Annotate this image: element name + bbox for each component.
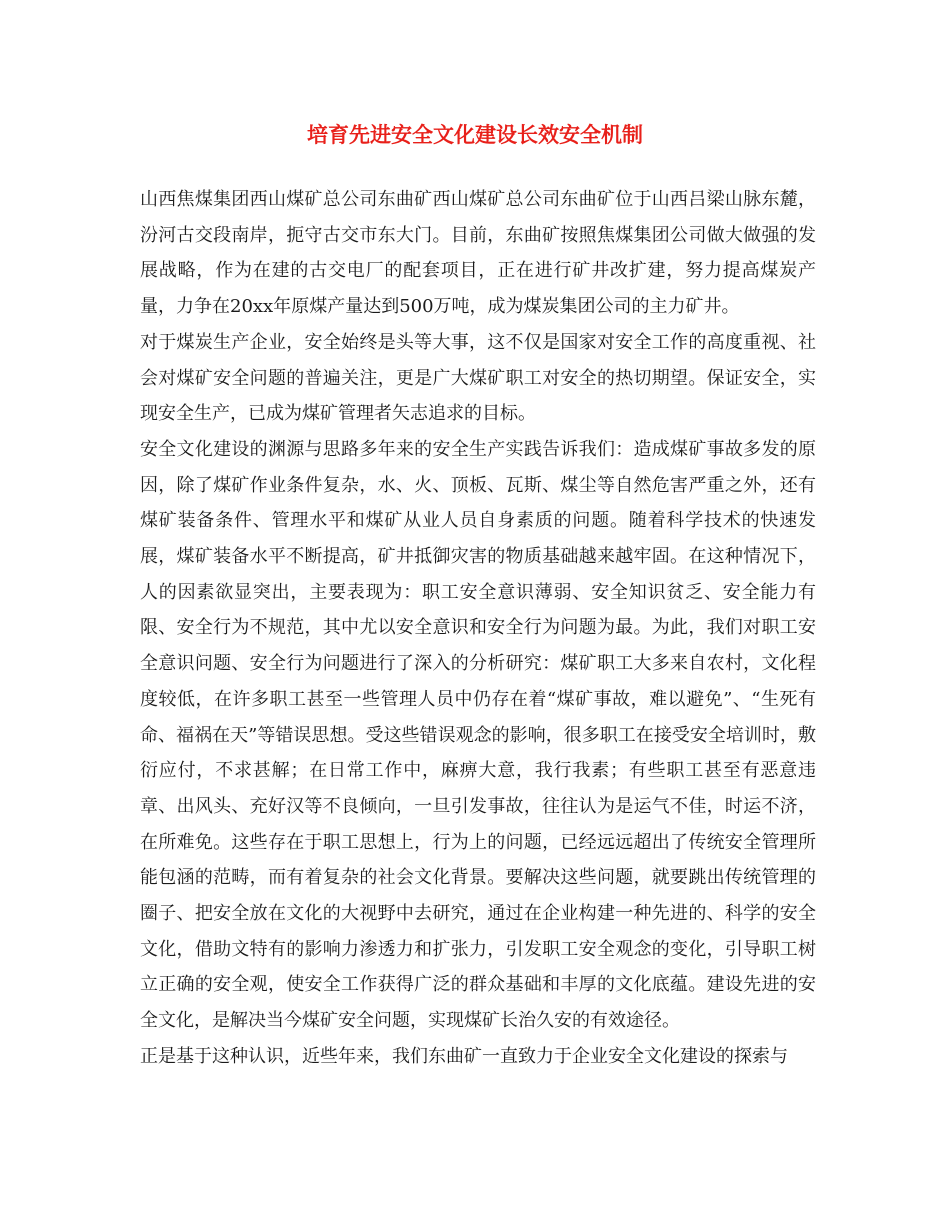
paragraph-3: 安全文化建设的渊源与思路多年来的安全生产实践告诉我们：造成煤矿事故多发的原因，除了煤矿作业条件复杂，水、火、顶板、瓦斯、煤尘等自然危害严重之外，还有煤矿装备条件、管理水平和煤矿从业人员自身素质的问题。随着科学技术的快速发展，煤矿装备水平不断提高，矿井抵御灾害的物质基础越来越牢固。在这种情况下，人的因素欲显突出，主要表现为：职工安全意识薄弱、安全知识贫乏、安全能力有限、安全行为不规范，其中尤以安全意识和安全行为问题为最。为此，我们对职工安全意识问题、安全行为问题进行了深入的分析研究：煤矿职工大多来自农村，文化程度较低，在许多职工甚至一些管理人员中仍存在着“煤矿事故，难以避免”、“生死有命、福祸在天”等错误思想。受这些错误观念的影响，很多职工在接受安全培训时，敷衍应付，不求甚解；在日常工作中，麻痹大意，我行我素；有些职工甚至有恶意违章、出风头、充好汉等不良倾向，一旦引发事故，往往认为是运气不佳，时运不济，在所难免。这些存在于职工思想上，行为上的问题，已经远远超出了传统安全管理所能包涵的范畴，而有着复杂的社会文化背景。要解决这些问题，就要跳出传统管理的圈子、把安全放在文化的大视野中去研究，通过在企业构建一种先进的、科学的安全文化，借助文特有的影响力渗透力和扩张力，引发职工安全观念的变化，引导职工树立正确的安全观，使安全工作获得广泛的群众基础和丰厚的文化底蕴。建设先进的安全文化，是解决当今煤矿安全问题，实现煤矿长治久安的有效途径。 [140,438,816,1032]
paragraph-1: 山西焦煤集团西山煤矿总公司东曲矿西山煤矿总公司东曲矿位于山西吕梁山脉东麓，汾河古交段南岸，扼守古交市东大门。目前，东曲矿按照焦煤集团公司做大做强的发展战略，作为在建的古交电厂的配套项目，正在进行矿井改扩建，努力提高煤炭产量，力争在20xx年原煤产量达到500万吨，成为煤炭集团公司的主力矿井。 [140,189,816,318]
paragraph-2: 对于煤炭生产企业，安全始终是头等大事，这不仅是国家对安全工作的高度重视、社会对煤矿安全问题的普遍关注，更是广大煤矿职工对安全的热切期望。保证安全，实现安全生产，已成为煤矿管理者矢志追求的目标。 [140,331,816,425]
document-body [140,182,816,1075]
paragraph-4: 正是基于这种认识，近些年来，我们东曲矿一直致力于企业安全文化建设的探索与 [140,1045,788,1067]
document-title: 培育先进安全文化建设长效安全机制 [307,123,643,147]
